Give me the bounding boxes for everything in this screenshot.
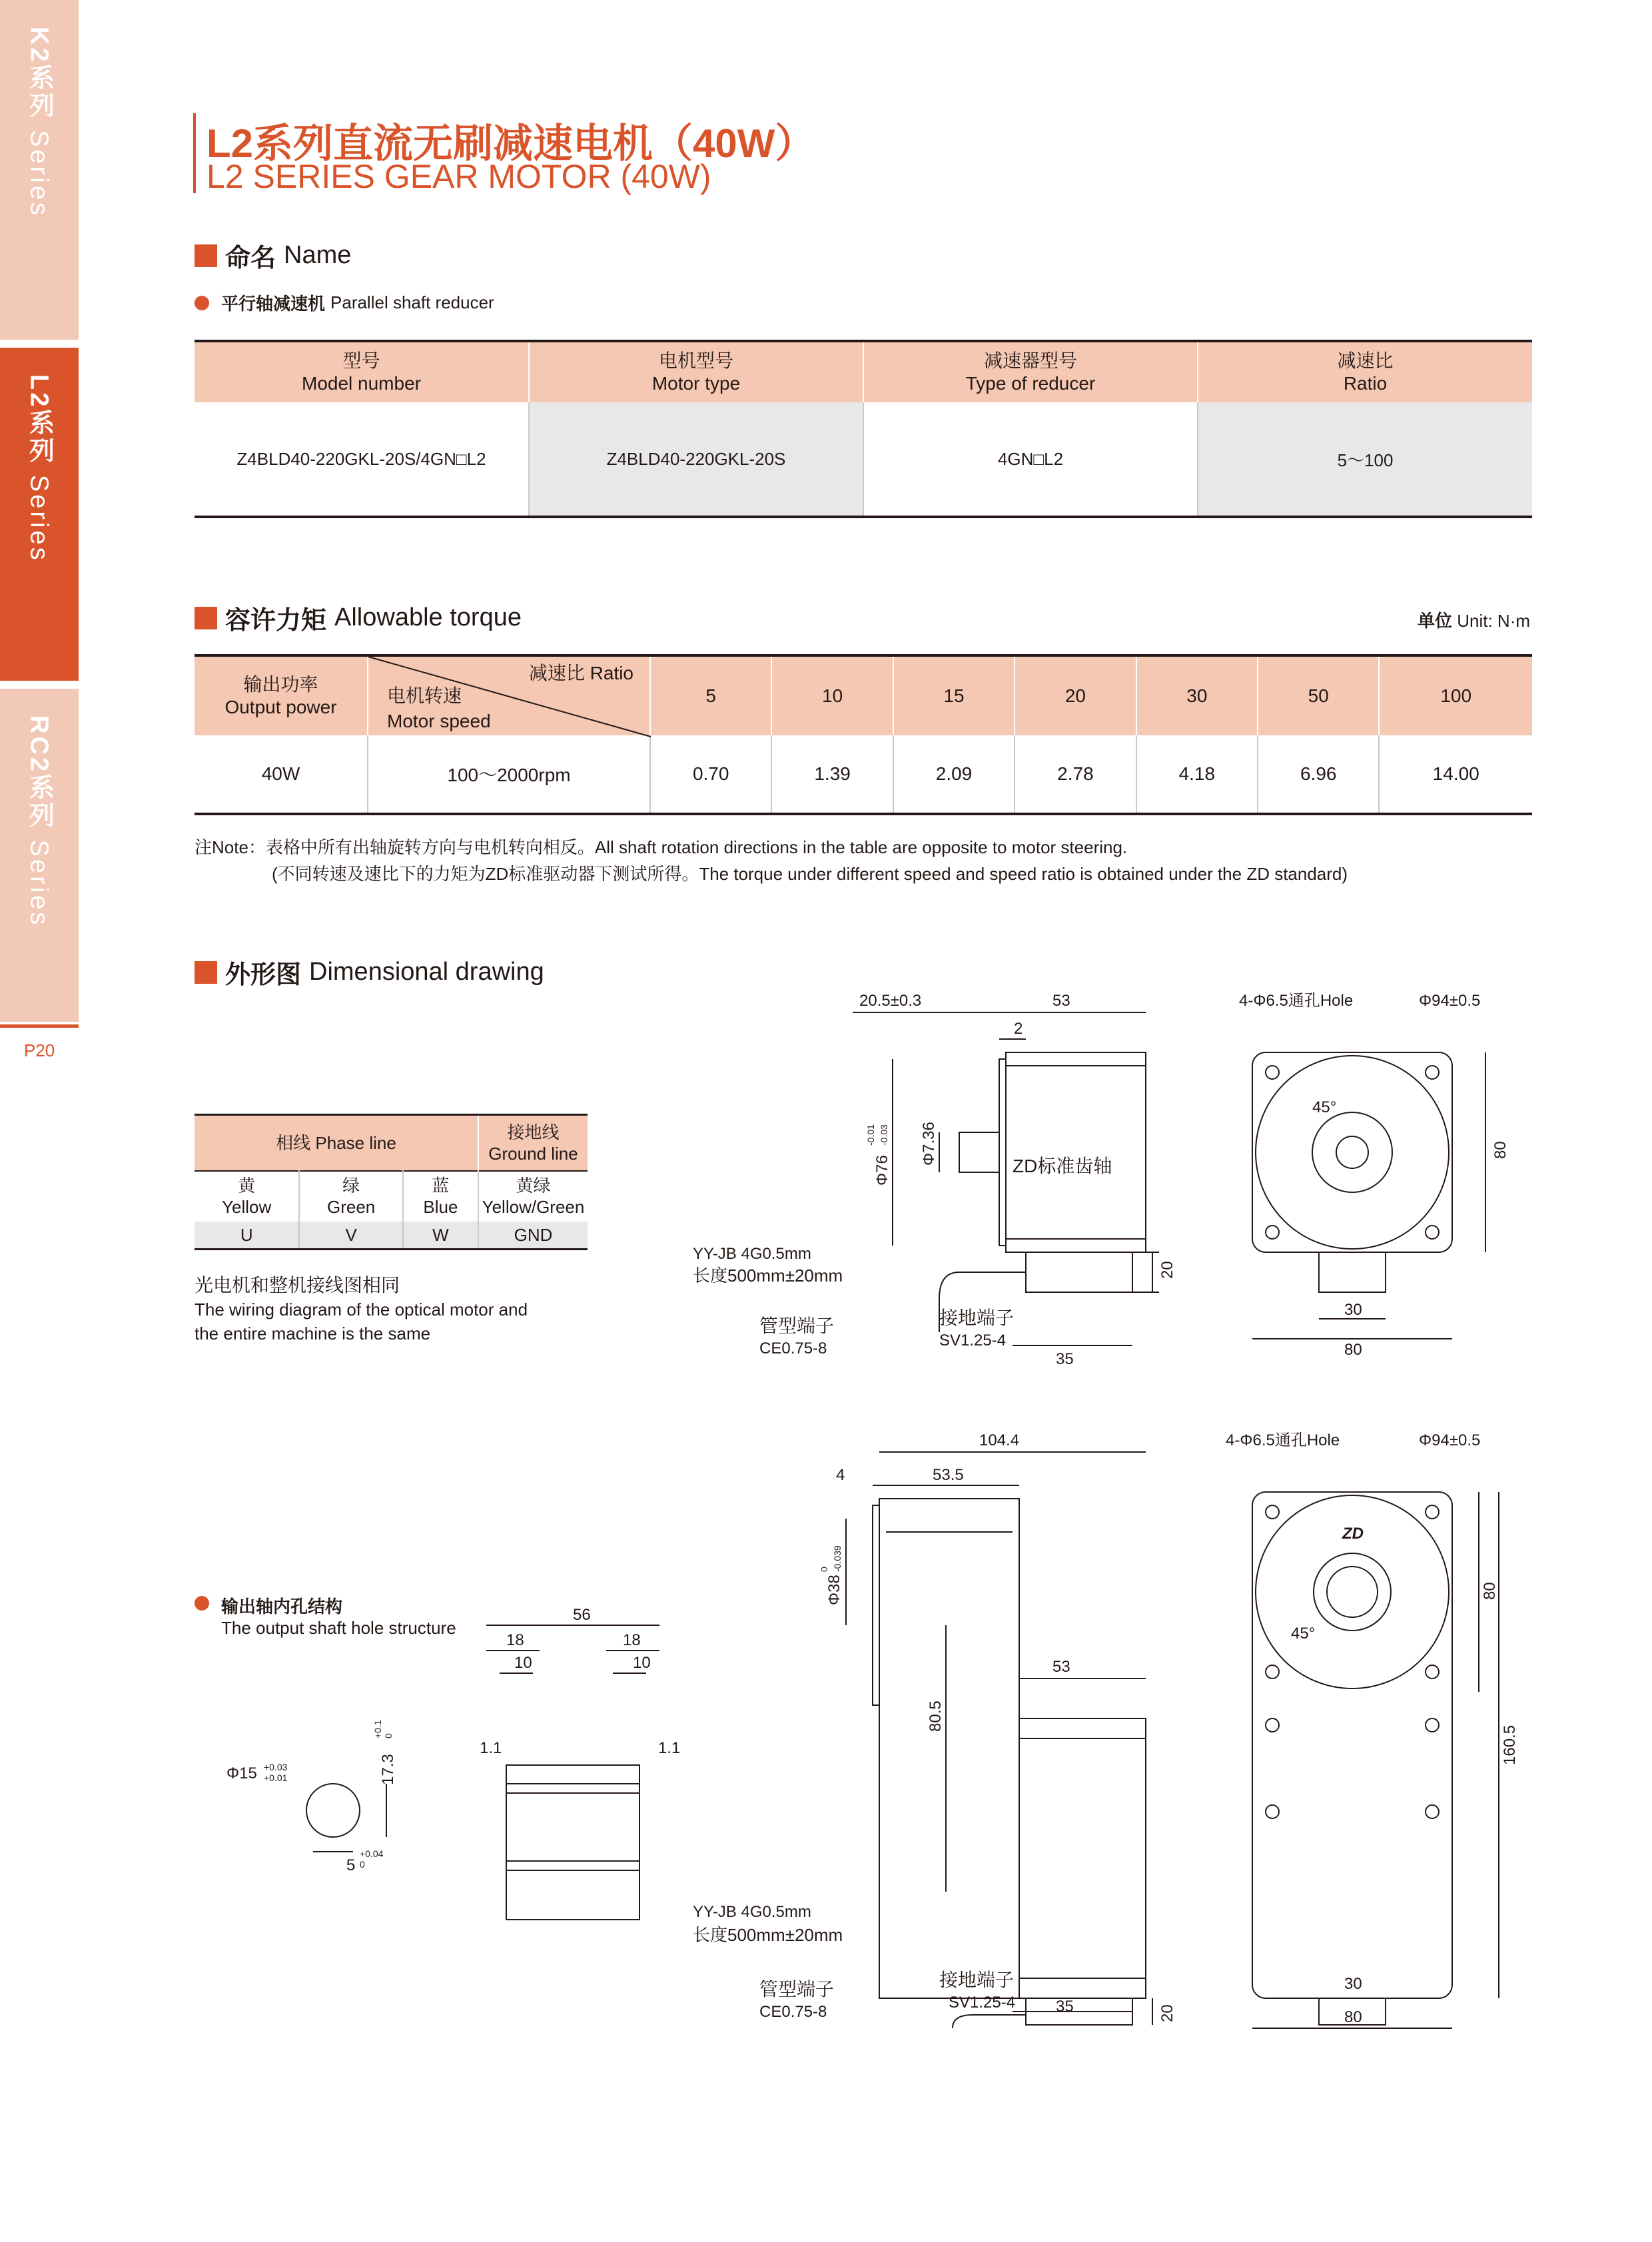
ground-terminal-code-b: SV1.25-4 — [949, 1994, 1016, 2012]
shaft-dim-10-a: 10 — [514, 1654, 532, 1672]
header-motor-en: Motor type — [651, 373, 741, 394]
shaft-dim-18-b: 18 — [623, 1631, 641, 1649]
sidebar-rc2-label: RC2系列 — [25, 715, 53, 831]
color-yellow-cn: 黄 — [238, 1176, 256, 1196]
gear-motor-side-view — [693, 1425, 1176, 2038]
sidebar-tab-rc2[interactable] — [0, 689, 79, 1022]
front-dim-80-vertical: 80 — [1491, 1141, 1509, 1159]
header-ratio-50: 50 — [1258, 655, 1379, 735]
shaft-dim-5: 5 — [346, 1856, 356, 1874]
page-number: P20 — [24, 1040, 55, 1060]
cell-model-number: Z4BLD40-220GKL-20S/4GN□L2 — [195, 402, 529, 517]
zd-logo: ZD — [1342, 1525, 1364, 1543]
tube-terminal-label-b: 管型端子 — [759, 1979, 835, 2000]
header-ratio-cn: 减速比 — [1337, 350, 1394, 371]
front-angle-b: 45° — [1291, 1625, 1316, 1643]
note-line-2: (不同转速及速比下的力矩为ZD标准驱动器下测试所得。The torque under different speed and speed ratio is obtained under the ZD standard) — [272, 864, 1348, 884]
gear-shaft-label: ZD标准齿轴 — [1013, 1156, 1112, 1176]
torque-table — [195, 654, 1532, 815]
header-ratio-5: 5 — [650, 655, 771, 735]
wiring-note — [195, 1274, 528, 1345]
dim-4: 4 — [836, 1466, 845, 1484]
page-title-cn: L2系列直流无刷减速电机（40W） — [206, 121, 815, 166]
dim-20-5: 20.5±0.3 — [859, 992, 922, 1010]
dim-38-tol-dn: -0.039 — [832, 1545, 843, 1572]
heading-square-icon — [195, 244, 217, 267]
tube-terminal-code-b: CE0.75-8 — [759, 2003, 827, 2021]
title-accent-bar — [193, 113, 196, 193]
front-dim-80-b: 80 — [1481, 1582, 1499, 1600]
heading-cn: 命名 — [225, 244, 276, 272]
cell-torque-50: 6.96 — [1258, 735, 1379, 814]
header-ratio-en: Ratio — [1343, 373, 1388, 394]
front-diameter-label: Φ94±0.5 — [1419, 992, 1481, 1010]
shaft-dim-17-3-dn: 0 — [383, 1733, 394, 1738]
dim-35-b: 35 — [1056, 1998, 1074, 2016]
cell-speed: 100～2000rpm — [368, 735, 650, 814]
header-ratio-30: 30 — [1136, 655, 1258, 735]
bullet-en: The output shaft hole structure — [221, 1618, 456, 1638]
heading-cn: 外形图 — [225, 961, 302, 989]
dim-80-5: 80.5 — [927, 1700, 945, 1732]
header-motor-cn: 电机型号 — [658, 350, 733, 371]
table-row — [195, 402, 1532, 517]
dim-53: 53 — [1052, 1658, 1070, 1676]
shaft-dim-17-3-up: +0.1 — [372, 1720, 383, 1738]
table-row — [195, 1222, 588, 1250]
cable-length-b: 长度500mm±20mm — [693, 1925, 843, 1945]
mounting-hole-label-b: 4-Φ6.5通孔Hole — [1226, 1431, 1340, 1449]
header-ratio-100: 100 — [1379, 655, 1532, 735]
gear-motor-front-view — [1219, 1425, 1519, 2038]
header-model-en: Model number — [302, 373, 421, 394]
cell-power: 40W — [195, 735, 368, 814]
dim-76-tol-up: -0.01 — [865, 1124, 876, 1146]
torque-notes — [195, 834, 1348, 887]
tube-terminal-code: CE0.75-8 — [759, 1339, 827, 1357]
header-model-cn: 型号 — [342, 350, 380, 371]
bullet-dot-icon — [195, 296, 209, 310]
front-dim-160-5: 160.5 — [1501, 1724, 1519, 1765]
shaft-dim-15-up: +0.03 — [264, 1762, 288, 1772]
dim-76-tol-dn: -0.03 — [879, 1124, 889, 1146]
front-dim-80-horizontal: 80 — [1344, 1341, 1362, 1359]
color-yellowgreen-en: Yellow/Green — [482, 1197, 585, 1217]
dim-53: 53 — [1052, 992, 1070, 1010]
heading-en: Name — [284, 241, 352, 269]
header-ratio-20: 20 — [1015, 655, 1136, 735]
cell-torque-20: 2.78 — [1015, 735, 1136, 814]
dim-104-4: 104.4 — [979, 1431, 1020, 1449]
color-blue-cn: 蓝 — [432, 1176, 450, 1196]
header-speed-cn: 电机转速 — [387, 685, 462, 706]
shaft-dim-15: Φ15 — [226, 1764, 257, 1782]
code-w: W — [403, 1222, 478, 1250]
heading-square-icon — [195, 607, 217, 629]
header-ratio-label: 减速比 Ratio — [528, 663, 633, 683]
dim-20-b: 20 — [1158, 2004, 1176, 2022]
code-v: V — [299, 1222, 402, 1250]
cell-torque-100: 14.00 — [1432, 763, 1479, 784]
table-row — [195, 1171, 588, 1222]
sidebar-k2-label: K2系列 — [25, 27, 53, 121]
cable-spec-b: YY-JB 4G0.5mm — [693, 1903, 811, 1921]
header-ratio-15: 15 — [893, 655, 1015, 735]
front-dim-30: 30 — [1344, 1301, 1362, 1319]
heading-cn: 容许力矩 — [225, 607, 327, 635]
header-ratio-10: 10 — [771, 655, 893, 735]
shaft-dim-1-1-a: 1.1 — [480, 1739, 502, 1757]
cell-torque-10: 1.39 — [771, 735, 893, 814]
color-yellowgreen-cn: 黄绿 — [516, 1176, 551, 1196]
cable-length: 长度500mm±20mm — [693, 1266, 843, 1286]
unit-en: Unit: N·m — [1457, 611, 1531, 631]
front-dim-80-h-b: 80 — [1344, 2008, 1362, 2026]
table-row — [195, 735, 1532, 814]
cell-torque-15: 2.09 — [893, 735, 1015, 814]
sidebar-l2-series: Series — [25, 474, 53, 563]
dim-53-5: 53.5 — [933, 1466, 964, 1484]
shaft-dim-15-dn: +0.01 — [264, 1772, 288, 1783]
front-dim-30-b: 30 — [1344, 1975, 1362, 1993]
tube-terminal-label: 管型端子 — [759, 1315, 835, 1336]
cell-motor-type: Z4BLD40-220GKL-20S — [529, 402, 863, 517]
cell-torque-30: 4.18 — [1136, 735, 1258, 814]
shaft-dim-1-1-b: 1.1 — [658, 1739, 681, 1757]
ground-terminal-code: SV1.25-4 — [939, 1331, 1007, 1349]
drawing-section-heading — [195, 954, 544, 990]
cell-torque-5: 0.70 — [650, 735, 771, 814]
shaft-dim-56: 56 — [573, 1606, 591, 1624]
sidebar-k2-series: Series — [25, 130, 53, 218]
phase-line-table — [195, 1114, 588, 1250]
code-gnd: GND — [478, 1222, 588, 1250]
wiring-note-en-1: The wiring diagram of the optical motor and — [195, 1300, 528, 1319]
motor-side-view-1 — [693, 986, 1176, 1385]
header-ground-en: Ground line — [488, 1143, 578, 1164]
heading-en: Allowable torque — [334, 603, 522, 631]
wiring-note-cn: 光电机和整机接线图相同 — [195, 1275, 400, 1296]
header-speed-en: Motor speed — [387, 711, 491, 731]
header-power-en: Output power — [224, 697, 337, 717]
dim-20: 20 — [1158, 1261, 1176, 1279]
shaft-dim-5-dn: 0 — [360, 1859, 365, 1870]
color-green-cn: 绿 — [342, 1176, 360, 1196]
mounting-hole-label: 4-Φ6.5通孔Hole — [1239, 992, 1354, 1010]
header-power-cn: 输出功率 — [243, 674, 318, 695]
color-blue-en: Blue — [423, 1197, 458, 1217]
cell-ratio: 5～100 — [1198, 402, 1532, 517]
ground-terminal-label-b: 接地端子 — [939, 1970, 1015, 1990]
bullet-dot-icon — [195, 1596, 209, 1611]
wiring-note-en-2: the entire machine is the same — [195, 1323, 431, 1343]
unit-cn: 单位 — [1418, 611, 1453, 631]
bullet-cn: 平行轴减速机 — [221, 294, 326, 314]
dim-38: Φ38 — [825, 1575, 843, 1605]
heading-en: Dimensional drawing — [309, 958, 544, 986]
cable-spec: YY-JB 4G0.5mm — [693, 1245, 811, 1263]
color-yellow-en: Yellow — [222, 1197, 272, 1217]
name-section-heading — [195, 237, 351, 274]
header-ground-cn: 接地线 — [507, 1122, 560, 1142]
bullet-cn: 输出轴内孔结构 — [221, 1597, 343, 1617]
note-line-1: 注Note：表格中所有出轴旋转方向与电机转向相反。All shaft rotation directions in the table are opposite to motor steering. — [195, 837, 1128, 857]
bullet-en: Parallel shaft reducer — [330, 292, 494, 312]
color-green-en: Green — [327, 1197, 376, 1217]
diagonal-header-cell — [368, 655, 650, 735]
shaft-dim-10-b: 10 — [633, 1654, 651, 1672]
sidebar-tab-l2[interactable] — [0, 348, 79, 681]
sidebar-rc2-series: Series — [25, 839, 53, 928]
header-reducer-cn: 减速器型号 — [983, 350, 1077, 371]
torque-section-heading — [195, 599, 522, 636]
ground-terminal-label: 接地端子 — [939, 1308, 1015, 1328]
heading-square-icon — [195, 961, 217, 984]
sidebar-tab-k2[interactable] — [0, 0, 79, 340]
shaft-dim-5-up: +0.04 — [360, 1848, 384, 1859]
dim-7-36: Φ7.36 — [920, 1122, 938, 1166]
parallel-shaft-bullet — [195, 290, 494, 315]
sidebar-divider — [0, 1024, 79, 1028]
shaft-dim-17-3: 17.3 — [379, 1754, 397, 1785]
dim-76: Φ76 — [873, 1155, 891, 1186]
sidebar-l2-label: L2系列 — [25, 374, 53, 466]
cell-reducer-type: 4GN□L2 — [863, 402, 1198, 517]
page-title-en: L2 SERIES GEAR MOTOR (40W) — [206, 158, 711, 195]
front-diameter-label-b: Φ94±0.5 — [1419, 1431, 1481, 1449]
code-u: U — [195, 1222, 299, 1250]
dim-38-tol-up: 0 — [819, 1567, 829, 1572]
dim-35: 35 — [1056, 1350, 1074, 1368]
unit-label — [1418, 607, 1530, 632]
dim-2: 2 — [1014, 1020, 1023, 1038]
shaft-dim-18-a: 18 — [506, 1631, 524, 1649]
header-phase-line: 相线 Phase line — [195, 1115, 478, 1171]
name-table — [195, 340, 1532, 518]
front-angle: 45° — [1312, 1098, 1337, 1116]
header-reducer-en: Type of reducer — [965, 373, 1096, 394]
motor-front-view-1 — [1226, 986, 1519, 1359]
